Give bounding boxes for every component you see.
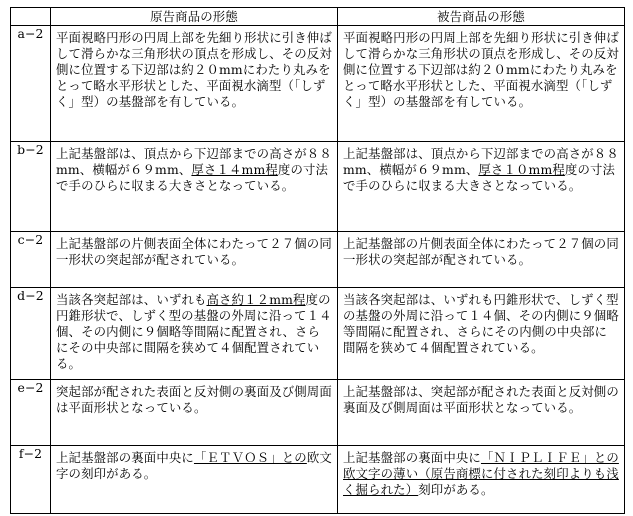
- header-defendant: 被告商品の形態: [338, 8, 625, 26]
- text-segment: 上記基盤部は、頂点から下辺部までの高さが８８mm、横幅が６９mm、: [56, 146, 332, 177]
- text-segment: 上記基盤部の裏面中央に: [56, 450, 194, 465]
- table-row: [11, 232, 625, 288]
- defendant-cell: [338, 446, 625, 514]
- underlined-text: 厚さ１４mm程: [191, 162, 278, 177]
- text-segment: 上記基盤部の裏面中央に: [343, 450, 481, 465]
- defendant-cell: 当該各突起部は、いずれも円錐形状で、しずく型の基盤の外周に沿って１４個、その内側に９個略等間隔に配置され、さらにその内側の中央部に間隔を狭めて４個配置されている。: [338, 288, 625, 380]
- text-segment: 度の寸法で手のひらに収まる大きさとなっている。: [56, 162, 329, 193]
- original-cell: [51, 288, 338, 380]
- table-row: [11, 380, 625, 446]
- underlined-text: 厚さ１０mm程: [478, 162, 565, 177]
- text-segment: 刻印がある。: [418, 482, 494, 497]
- defendant-cell: 上記基盤部は、突起部が配された表面と反対側の裏面及び側周面は平面形状となっている。: [338, 380, 625, 446]
- header-label-cell: [11, 8, 51, 26]
- original-cell: 上記基盤部の片側表面全体にわたって２７個の同一形状の突起部が配されている。: [51, 232, 338, 288]
- defendant-cell: 平面視略円形の円周上部を先細り形状に引き伸ばして滑らかな三角形状の頂点を形成し、その反対側に位置する下辺部は約２０mmにわたり丸みをとって略水平形状とした、平面視水滴型（「しずく」型）の基盤部を有している。: [338, 26, 625, 142]
- row-label: e−2: [11, 380, 51, 446]
- header-row: [11, 8, 625, 26]
- comparison-table: [10, 7, 625, 514]
- text-segment: 度の円錐形状で、しずく型の基盤の外周に沿って１４個、その内側に９個略等間隔に配置され、さらにその中央部に間隔を狭めて４個配置されている。: [56, 292, 332, 371]
- row-label: b−2: [11, 142, 51, 232]
- header-original: 原告商品の形態: [51, 8, 338, 26]
- original-cell: 平面視略円形の円周上部を先細り形状に引き伸ばして滑らかな三角形状の頂点を形成し、その反対側に位置する下辺部は約２０mmにわたり丸みをとって略水平形状とした、平面視水滴型（「しずく」型）の基盤部を有している。: [51, 26, 338, 142]
- original-cell: [51, 446, 338, 514]
- defendant-cell: [338, 142, 625, 232]
- row-label: d−2: [11, 288, 51, 380]
- text-segment: 上記基盤部は、頂点から下辺部までの高さが８８mm、横幅が６９mm、: [343, 146, 619, 177]
- text-segment: 当該各突起部は、いずれも: [56, 292, 207, 307]
- table-row: [11, 288, 625, 380]
- row-label: c−2: [11, 232, 51, 288]
- original-cell: 突起部が配された表面と反対側の裏面及び側周面は平面形状となっている。: [51, 380, 338, 446]
- original-cell: [51, 142, 338, 232]
- text-segment: 度の寸法で手のひらに収まる大きさとなっている。: [343, 162, 616, 193]
- table-row: [11, 446, 625, 514]
- row-label: f−2: [11, 446, 51, 514]
- table-row: [11, 26, 625, 142]
- underlined-text: 「ＥＴＶＯＳ」との: [193, 450, 307, 465]
- table-row: [11, 142, 625, 232]
- text-segment: 欧文字の刻印がある。: [56, 450, 332, 481]
- defendant-cell: 上記基盤部の片側表面全体にわたって２７個の同一形状の突起部が配されている。: [338, 232, 625, 288]
- underlined-text: 「ＮＩＰＬＩＦＥ」との欧文字の薄い（原告商標に付された刻印よりも浅く掘られた）: [343, 450, 619, 497]
- underlined-text: 高さ約１２mm程: [206, 292, 306, 307]
- row-label: a−2: [11, 26, 51, 142]
